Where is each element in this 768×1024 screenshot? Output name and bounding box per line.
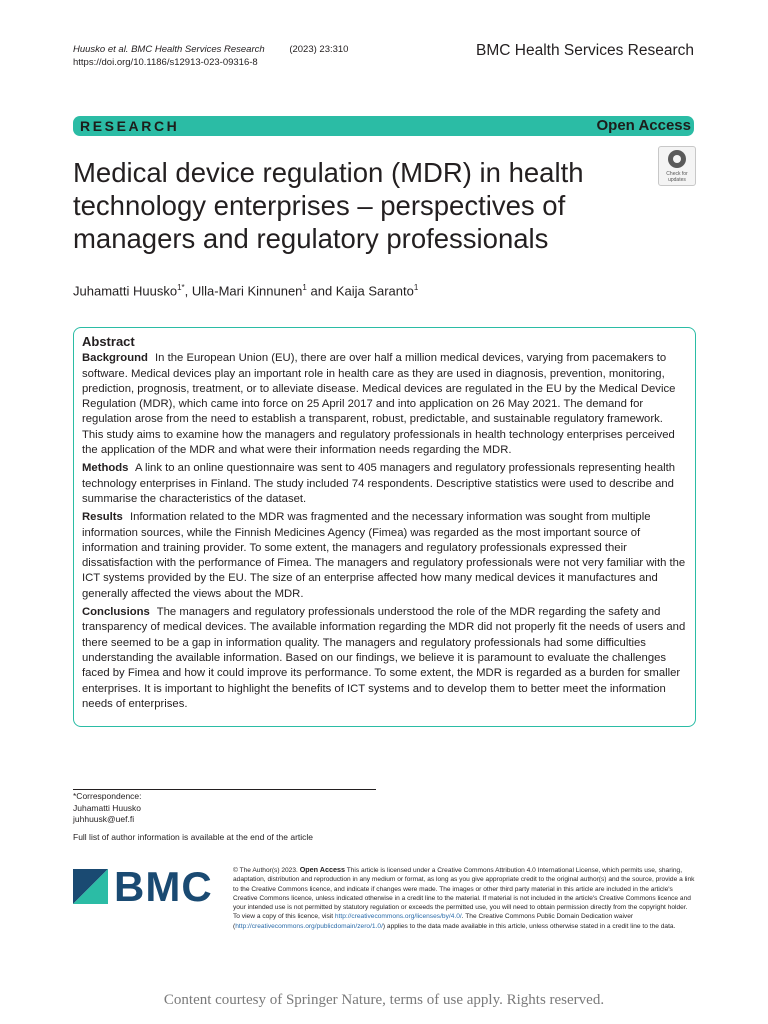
bmc-logo — [73, 863, 218, 910]
section-label: Background — [82, 352, 148, 365]
article-title: Medical device regulation (MDR) in health technology enterprises – perspectives of managers and regulatory professionals — [73, 157, 584, 254]
footnote-divider — [73, 789, 376, 790]
section-text: A link to an online questionnaire was sent to 405 managers and regulatory professionals representing health technology enterprises in Finland. The study included 74 respondents. Descriptive statistics were used to describe and summarise the characteristics of the dataset. — [82, 462, 676, 505]
abstract-conclusions — [82, 605, 687, 712]
courtesy-footer: Content courtesy of Springer Nature, terms of use apply. Rights reserved. — [163, 992, 605, 1008]
article-type-label: RESEARCH — [80, 118, 180, 134]
license-text: © The Author(s) 2023. Open Access This article is licensed under a Creative Commons Attribution 4.0 International License, which permits use, sharing, adaptation, distribution and reproduction in any medium or format, as long as you give appropriate credit to the original author(s) and the source, provide a link to the Creative Commons licence, and indicate if changes were made. The images or other third party material in this article are included in the article's Creative Commons licence, unless indicated otherwise in a credit line to the material. If material is not included in the article's Creative Commons licence and your intended use is not permitted by statutory regulation or exceeds the permitted use, you will need to obtain permission directly from the copyright holder. To view a copy of this licence, visit http://creativecommons.org/licenses/by/4.0/. The Creative Commons Public Domain Dedication waiver (http://creativecommons.org/publicdomain/zero/1.0/) applies to the data made available in this article, unless otherwise stated in a credit line to the data. — [233, 865, 695, 930]
correspondence-email[interactable]: juhhuusk@uef.fi — [73, 814, 135, 824]
bmc-logo-icon — [73, 869, 108, 904]
public-domain-link[interactable]: http://creativecommons.org/publicdomain/zero/1.0/ — [235, 922, 383, 930]
section-label: Methods — [82, 462, 129, 475]
author-name[interactable]: Ulla-Mari Kinnunen — [191, 283, 303, 299]
abstract-results — [82, 510, 687, 602]
author-name[interactable]: Juhamatti Huusko — [73, 283, 178, 299]
license-open-access: Open Access — [299, 865, 345, 874]
section-label: Results — [82, 511, 123, 524]
check-for-updates-icon[interactable] — [658, 146, 696, 186]
author-list: Juhamatti Huusko$^{1*}$, Ulla-Mari Kinnunen$^1$ and Kaija Saranto$^1$ — [73, 283, 419, 299]
author-affiliation: 1 — [413, 283, 419, 292]
abstract-heading: Abstract — [82, 334, 135, 349]
section-text: The managers and regulatory professionals understood the role of the MDR regarding the safety and transparency of medical devices. The available information regarding the MDR did not properly fit the needs of users and there seemed to be a gap in information quality. The managers and regulatory professionals had some difficulties understanding the available information. Based on our findings, we believe it is paramount to evaluate the challenges faced by Fimea and how it could improve its performance. To some extent, the MDR is regarded as a burden for smaller enterprises. It is important to highlight the benefits of ICT systems and to develop them to better meet the information needs of enterprises. — [82, 606, 686, 710]
check-for-updates-circle — [668, 150, 686, 168]
abstract-methods — [82, 461, 687, 507]
author-info-note: Full list of author information is available at the end of the article — [73, 832, 314, 842]
journal-short: Huusko et al. BMC Health Services Research — [73, 44, 265, 55]
bmc-wordmark: BMC — [114, 863, 213, 910]
journal-name: BMC Health Services Research — [476, 42, 694, 59]
author-affiliation: 1* — [177, 283, 185, 292]
section-text: Information related to the MDR was fragmented and the necessary information was sought from multiple information sources, while the Finnish Medicines Agency (Fimea) was regarded as the most important source of information and training provider. To some extent, the managers and regulatory professionals expressed their dissatisfaction with the performance of Fimea. The managers and regulatory professionals were not very familiar with the ICT systems provided by the EU. The size of an enterprise affected how many medical devices it manufactures and generally affected the views about the MDR. — [82, 511, 686, 600]
author-affiliation: 1 — [302, 283, 307, 292]
citation: (2023) 23:310 — [289, 44, 349, 55]
doi-link[interactable]: https://doi.org/10.1186/s12913-023-09316-8 — [73, 57, 258, 68]
correspondence-label: *Correspondence: — [73, 791, 142, 801]
section-text: In the European Union (EU), there are over half a million medical devices, varying from pacemakers to software. Medical devices play an important role in health care as they are used in diagnosis, prevention, monitoring, prediction, prognosis, treatment, or to alleviate disease. Medical devices are regulated in the EU by the Medical Device Regulation (MDR), which came into force on 25 April 2017 and into application on 26 May 2021. The demand for regulation arose from the need to establish a transparent, robust, predictable, and sustainable regulatory framework. This study aims to examine how the managers and regulatory professionals in health technology enterprises perceived the application of the MDR and what were their information needs regarding the MDR. — [82, 352, 676, 457]
section-label: Conclusions — [82, 606, 150, 619]
abstract-background — [82, 351, 687, 458]
check-for-updates-label: Check for updates — [666, 171, 688, 183]
correspondence — [73, 791, 142, 826]
correspondence-name: Juhamatti Huusko — [73, 802, 142, 813]
license-link[interactable]: http://creativecommons.org/licenses/by/4.0/ — [334, 913, 462, 921]
running-header — [73, 43, 348, 69]
author-name[interactable]: Kaija Saranto — [335, 283, 414, 299]
article-type-band — [73, 116, 694, 136]
abstract-box — [73, 327, 696, 727]
open-access-label: Open Access — [596, 117, 691, 134]
